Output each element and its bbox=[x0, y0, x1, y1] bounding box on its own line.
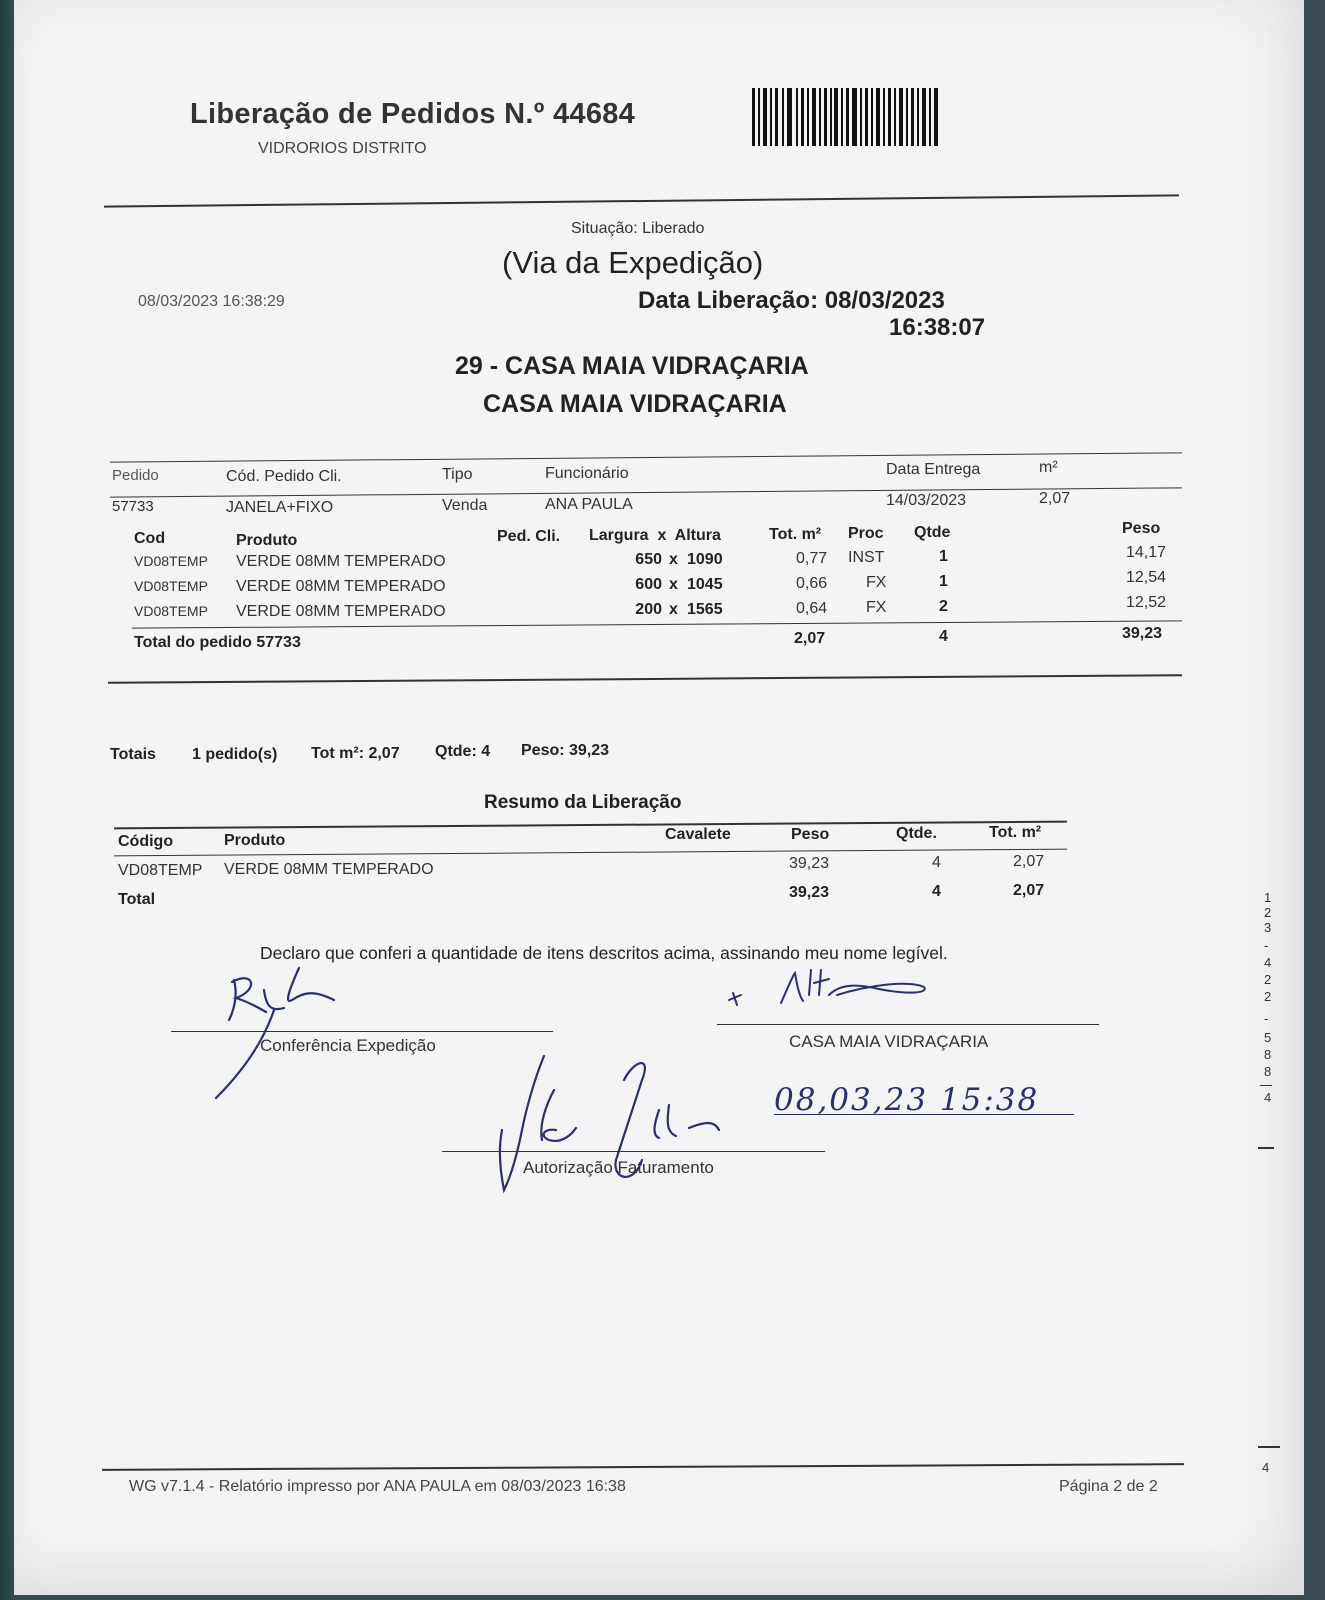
signature-autorizacao-icon bbox=[484, 1050, 764, 1200]
resumo-total-peso: 39,23 bbox=[789, 884, 830, 901]
totais-label: Totais bbox=[110, 746, 156, 763]
col-peso: Peso bbox=[1122, 520, 1161, 537]
col-qtde: Qtde bbox=[914, 524, 951, 541]
side-num-10: 8 bbox=[1264, 1047, 1272, 1062]
item-3-cod: VD08TEMP bbox=[134, 603, 208, 619]
side-num-12: 4 bbox=[1264, 1090, 1272, 1105]
totais-pedidos: 1 pedido(s) bbox=[192, 746, 278, 763]
item-1-tot-m2: 0,77 bbox=[796, 550, 828, 567]
item-3-x: x bbox=[669, 601, 678, 618]
item-2-qtde: 1 bbox=[939, 573, 948, 590]
item-3-tot-m2: 0,64 bbox=[796, 600, 828, 617]
header-divider bbox=[104, 194, 1179, 207]
totais-peso: Peso: 39,23 bbox=[521, 742, 610, 759]
via-expedicao: (Via da Expedição) bbox=[502, 245, 764, 280]
item-2-tot-m2: 0,66 bbox=[796, 575, 828, 592]
resumo-total-label: Total bbox=[118, 891, 156, 908]
item-1-produto: VERDE 08MM TEMPERADO bbox=[236, 553, 446, 570]
side-num-8: - bbox=[1264, 1011, 1269, 1026]
side-tick-3 bbox=[1258, 1446, 1280, 1448]
side-num-2: 2 bbox=[1264, 905, 1272, 920]
label-cod-pedido-cli: Cód. Pedido Cli. bbox=[226, 468, 342, 485]
footer-page-number: Página 2 de 2 bbox=[1059, 1478, 1158, 1495]
resumo-col-cavalete: Cavalete bbox=[665, 826, 731, 843]
label-data-entrega: Data Entrega bbox=[886, 461, 981, 478]
handwritten-date-underline bbox=[774, 1114, 1074, 1115]
order-total-label: Total do pedido 57733 bbox=[134, 634, 301, 651]
footer-printed-by: WG v7.1.4 - Relatório impresso por ANA PAULA em 08/03/2023 16:38 bbox=[129, 1478, 626, 1495]
side-num-13: 4 bbox=[1262, 1460, 1270, 1475]
barcode-icon bbox=[752, 88, 940, 146]
order-top-divider bbox=[110, 452, 1182, 462]
col-cod: Cod bbox=[134, 530, 166, 547]
item-2-cod: VD08TEMP bbox=[134, 578, 208, 594]
side-num-3: 3 bbox=[1264, 920, 1272, 935]
resumo-row-codigo: VD08TEMP bbox=[118, 862, 203, 879]
label-pedido: Pedido bbox=[112, 467, 159, 484]
label-m2: m² bbox=[1039, 459, 1058, 476]
resumo-row-qtde: 4 bbox=[932, 854, 941, 871]
resumo-row-tot-m2: 2,07 bbox=[1013, 853, 1045, 870]
item-2-largura: 600 bbox=[635, 576, 662, 593]
item-1-proc: INST bbox=[848, 549, 885, 566]
footer-divider bbox=[102, 1463, 1184, 1471]
side-num-11: 8 bbox=[1264, 1064, 1272, 1079]
declaration-text: Declaro que conferi a quantidade de itens descritos acima, assinando meu nome legível. bbox=[260, 943, 948, 963]
data-liberacao-time: 16:38:07 bbox=[889, 314, 986, 341]
resumo-row-produto: VERDE 08MM TEMPERADO bbox=[224, 861, 434, 878]
signature-label-autorizacao: Autorização Faturamento bbox=[523, 1158, 714, 1177]
document-title: Liberação de Pedidos N.º 44684 bbox=[190, 98, 636, 130]
col-largura-altura: Largura x Altura bbox=[589, 527, 721, 544]
order-total-m2: 2,07 bbox=[794, 630, 826, 647]
col-proc: Proc bbox=[848, 525, 884, 542]
side-tick-1 bbox=[1260, 1085, 1272, 1086]
order-total-peso: 39,23 bbox=[1122, 625, 1163, 642]
value-data-entrega: 14/03/2023 bbox=[886, 492, 967, 509]
client-code-name: 29 - CASA MAIA VIDRAÇARIA bbox=[455, 352, 809, 380]
resumo-title: Resumo da Liberação bbox=[484, 792, 682, 813]
side-num-4: - bbox=[1264, 938, 1269, 953]
client-name: CASA MAIA VIDRAÇARIA bbox=[483, 390, 787, 418]
label-funcionario: Funcionário bbox=[545, 465, 629, 482]
item-3-altura: 1565 bbox=[687, 601, 723, 618]
totais-qtde: Qtde: 4 bbox=[435, 743, 491, 760]
items-total-divider bbox=[132, 620, 1182, 628]
resumo-total-qtde: 4 bbox=[932, 883, 941, 900]
item-2-produto: VERDE 08MM TEMPERADO bbox=[236, 578, 446, 595]
col-produto: Produto bbox=[236, 532, 298, 549]
col-tot-m2: Tot. m² bbox=[769, 526, 822, 543]
resumo-col-codigo: Código bbox=[118, 833, 174, 850]
value-pedido: 57733 bbox=[112, 498, 154, 515]
company-name: VIDRORIOS DISTRITO bbox=[258, 140, 427, 157]
col-ped-cli: Ped. Cli. bbox=[497, 528, 561, 545]
signature-cliente-icon bbox=[719, 965, 949, 1035]
item-3-largura: 200 bbox=[635, 601, 662, 618]
resumo-col-peso: Peso bbox=[791, 826, 830, 843]
resumo-col-qtde: Qtde. bbox=[896, 825, 937, 842]
value-m2: 2,07 bbox=[1039, 490, 1071, 507]
signature-conferencia-icon bbox=[204, 960, 364, 1120]
signature-label-conferencia: Conferência Expedição bbox=[260, 1036, 436, 1055]
order-total-qtde: 4 bbox=[939, 628, 948, 645]
item-3-proc: FX bbox=[866, 599, 887, 616]
data-liberacao: Data Liberação: 08/03/2023 bbox=[638, 287, 945, 314]
item-1-x: x bbox=[669, 551, 678, 568]
item-1-largura: 650 bbox=[635, 551, 662, 568]
background-edge bbox=[0, 0, 14, 1600]
situacao-text: Situação: Liberado bbox=[571, 220, 705, 237]
side-num-6: 2 bbox=[1264, 972, 1272, 987]
item-2-proc: FX bbox=[866, 574, 887, 591]
resumo-col-tot-m2: Tot. m² bbox=[989, 824, 1042, 841]
item-1-altura: 1090 bbox=[687, 551, 723, 568]
resumo-col-produto: Produto bbox=[224, 832, 286, 849]
signature-label-cliente: CASA MAIA VIDRAÇARIA bbox=[789, 1032, 989, 1051]
item-2-x: x bbox=[669, 576, 678, 593]
side-num-9: 5 bbox=[1264, 1030, 1272, 1045]
side-num-7: 2 bbox=[1264, 989, 1272, 1004]
item-2-peso: 12,54 bbox=[1126, 569, 1167, 586]
side-num-5: 4 bbox=[1264, 955, 1272, 970]
item-1-peso: 14,17 bbox=[1126, 544, 1167, 561]
order-bottom-divider bbox=[108, 674, 1182, 683]
printed-datetime: 08/03/2023 16:38:29 bbox=[138, 293, 285, 310]
totais-tot-m2: Tot m²: 2,07 bbox=[311, 745, 400, 762]
item-3-qtde: 2 bbox=[939, 598, 948, 615]
value-cod-pedido-cli: JANELA+FIXO bbox=[226, 499, 334, 516]
item-1-cod: VD08TEMP bbox=[134, 553, 208, 569]
value-tipo: Venda bbox=[442, 497, 488, 514]
resumo-total-tot-m2: 2,07 bbox=[1013, 882, 1045, 899]
item-3-produto: VERDE 08MM TEMPERADO bbox=[236, 603, 446, 620]
item-2-altura: 1045 bbox=[687, 576, 723, 593]
item-3-peso: 12,52 bbox=[1126, 594, 1167, 611]
order-header-divider bbox=[110, 487, 1182, 497]
side-tick-2 bbox=[1258, 1147, 1274, 1149]
value-funcionario: ANA PAULA bbox=[545, 496, 633, 513]
label-tipo: Tipo bbox=[442, 466, 473, 483]
handwritten-date: 08,03,23 15:38 bbox=[774, 1082, 1040, 1118]
item-1-qtde: 1 bbox=[939, 548, 948, 565]
resumo-row-peso: 39,23 bbox=[789, 855, 830, 872]
document-page bbox=[14, 0, 1304, 1595]
side-num-1: 1 bbox=[1264, 890, 1272, 905]
